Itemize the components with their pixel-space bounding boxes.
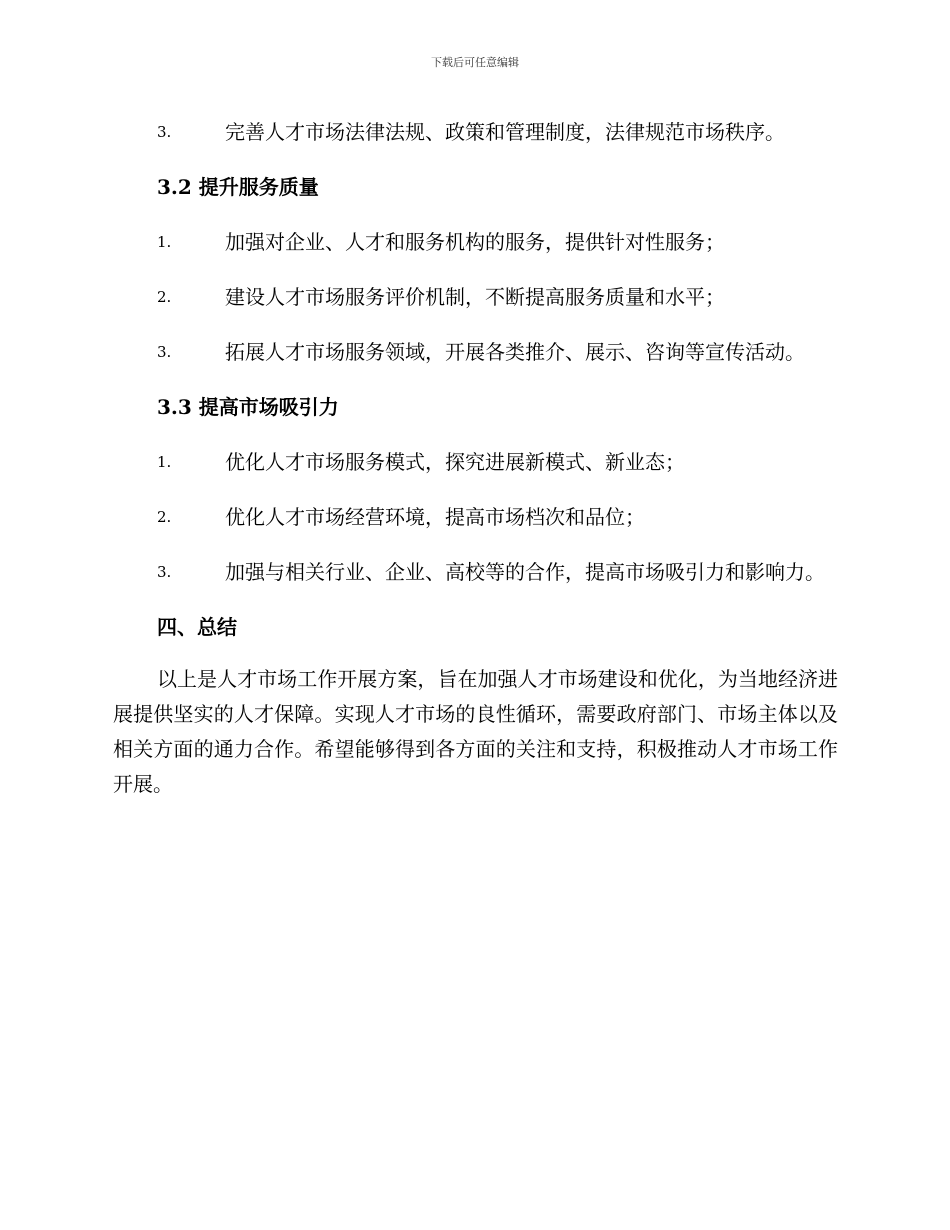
list-text: 拓展人才市场服务领域，开展各类推介、展示、咨询等宣传活动。 (225, 340, 805, 364)
list-text: 优化人才市场经营环境，提高市场档次和品位； (225, 505, 645, 529)
section-heading-summary: 四、总结 (157, 615, 237, 639)
list-item (113, 552, 838, 593)
document-body (113, 112, 838, 802)
list-item (113, 497, 838, 538)
list-item (113, 332, 838, 373)
section-heading-3-3: 3.3 提高市场吸引力 (157, 395, 339, 419)
list-item (113, 112, 838, 153)
list-number: 3. (157, 563, 172, 581)
header-note: 下载后可任意编辑 (431, 56, 519, 69)
list-number: 1. (157, 453, 172, 471)
list-item (113, 277, 838, 318)
list-number: 1. (157, 233, 172, 251)
summary-paragraph: 以上是人才市场工作开展方案，旨在加强人才市场建设和优化，为当地经济进展提供坚实的人才保障。实现人才市场的良性循环，需要政府部门、市场主体以及相关方面的通力合作。希望能够得到各方面的关注和支持，积极推动人才市场工作开展。 (113, 667, 838, 796)
list-text: 建设人才市场服务评价机制，不断提高服务质量和水平； (225, 285, 725, 309)
list-text: 加强与相关行业、企业、高校等的合作，提高市场吸引力和影响力。 (225, 560, 825, 584)
list-number: 3. (157, 123, 172, 141)
list-number: 3. (157, 343, 172, 361)
list-text: 优化人才市场服务模式，探究进展新模式、新业态； (225, 450, 685, 474)
section-heading-3-2: 3.2 提升服务质量 (157, 175, 319, 199)
list-item (113, 442, 838, 483)
list-number: 2. (157, 288, 172, 306)
list-number: 2. (157, 508, 172, 526)
list-item (113, 222, 838, 263)
list-text: 完善人才市场法律法规、政策和管理制度，法律规范市场秩序。 (225, 120, 785, 144)
list-text: 加强对企业、人才和服务机构的服务，提供针对性服务； (225, 230, 725, 254)
